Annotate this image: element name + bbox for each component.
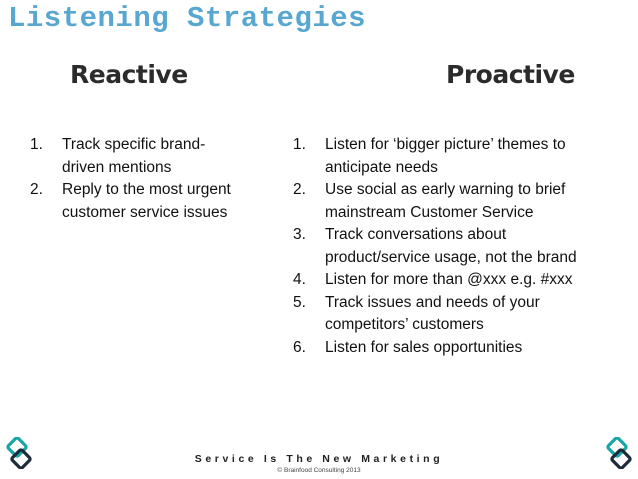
footer-copyright: © Brainfood Consulting 2013	[277, 467, 361, 474]
list-item	[293, 269, 613, 292]
list-item-text: Reply to the most urgent customer service issues	[62, 181, 231, 221]
list-item-text: Track conversations about product/service usage, not the brand	[325, 226, 577, 266]
list-item	[293, 292, 613, 337]
slide-title: Listening Strategies	[8, 2, 367, 35]
footer-tagline: Service Is The New Marketing	[194, 453, 444, 465]
list-number: 3.	[293, 226, 306, 243]
list-number: 2.	[293, 181, 306, 198]
list-item	[30, 179, 240, 224]
list-item-text: Track issues and needs of your competitors’ customers	[325, 293, 540, 333]
list-item	[293, 134, 613, 179]
reactive-list	[30, 134, 240, 224]
list-number: 1.	[30, 136, 43, 153]
list-item	[293, 179, 613, 224]
proactive-heading: Proactive	[446, 60, 575, 89]
list-item-text: Listen for sales opportunities	[325, 338, 523, 356]
list-item-text: Track specific brand-driven mentions	[62, 136, 206, 176]
list-item	[293, 337, 613, 360]
list-number: 2.	[30, 181, 43, 198]
proactive-list	[293, 134, 613, 359]
list-item-text: Listen for more than @xxx e.g. #xxx	[325, 271, 573, 288]
list-item	[293, 224, 613, 269]
list-item	[30, 134, 240, 179]
list-number: 4.	[293, 271, 306, 288]
list-item-text: Use social as early warning to brief mainstream Customer Service	[325, 181, 566, 221]
knot-logo-icon	[604, 437, 634, 469]
list-number: 5.	[293, 293, 306, 311]
list-number: 1.	[293, 136, 306, 153]
reactive-heading: Reactive	[70, 60, 188, 89]
list-item-text: Listen for ‘bigger picture’ themes to anticipate needs	[325, 136, 566, 176]
list-number: 6.	[293, 338, 306, 356]
